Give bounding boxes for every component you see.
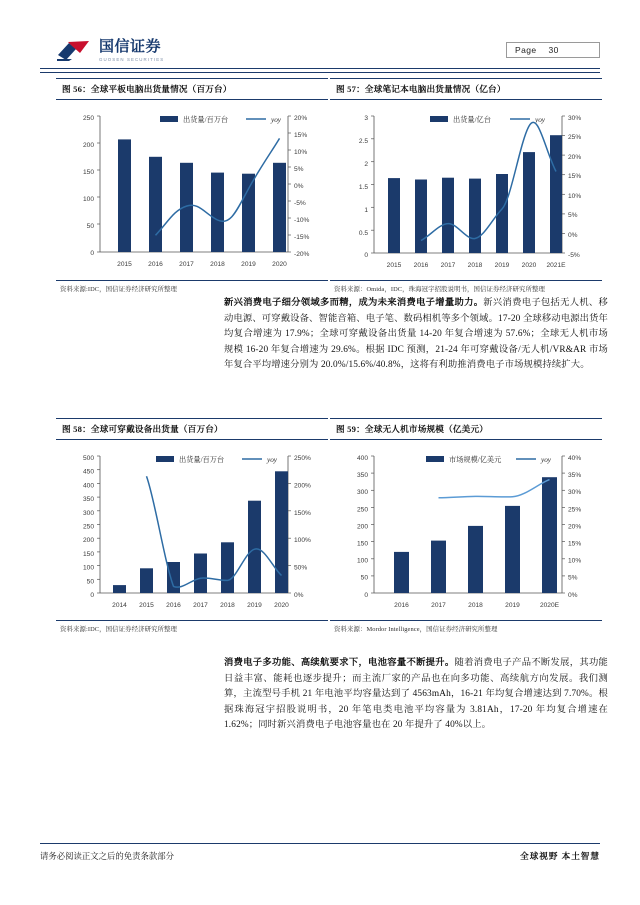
svg-text:5%: 5% <box>294 166 304 173</box>
svg-text:400: 400 <box>356 455 368 462</box>
svg-text:-5%: -5% <box>568 252 580 259</box>
svg-text:2018: 2018 <box>220 602 235 609</box>
paragraph-1-body: 新兴消费电子包括无人机、移动电源、可穿戴设备、智能音箱、电子笔、数码相机等多个领域。17-20 全球移动电源出货年均复合增速为 17.9%；全球可穿戴设备出货量 14-20 年复合增速为 57.6%；全球无人机市场规模 16-20 年复合增速为 29.6%。根据 IDC 预测，21-24 年可穿戴设备/无人机/VR&AR 市场年复合平均增速分别为 20.0%/15.6%/40.8%，这将有利助推消费电子市场规模持续扩大。 <box>224 298 608 371</box>
svg-text:2015: 2015 <box>386 262 402 269</box>
svg-text:30%: 30% <box>568 115 582 122</box>
svg-text:5%: 5% <box>568 212 578 219</box>
bar-series <box>113 471 288 593</box>
svg-text:15%: 15% <box>568 540 582 548</box>
svg-text:2: 2 <box>364 161 368 168</box>
guosen-logo-icon <box>56 38 92 62</box>
svg-text:2017: 2017 <box>440 262 456 269</box>
legend-label-bar: 出货量/亿台 <box>453 116 491 124</box>
legend-swatch-bar <box>156 456 174 462</box>
header-divider <box>40 68 600 69</box>
footer-disclaimer: 请务必阅读正文之后的免责条款部分 <box>40 852 174 861</box>
svg-text:2019: 2019 <box>505 602 520 609</box>
svg-text:100: 100 <box>356 557 368 565</box>
svg-text:2017: 2017 <box>431 602 446 609</box>
svg-text:2021E: 2021E <box>546 262 566 269</box>
svg-text:2020E: 2020E <box>539 602 560 609</box>
svg-text:400: 400 <box>82 482 94 490</box>
svg-text:1.5: 1.5 <box>358 184 368 191</box>
paragraph-battery-capacity <box>224 656 608 734</box>
svg-text:2016: 2016 <box>394 602 409 609</box>
svg-text:-5%: -5% <box>294 200 306 207</box>
svg-text:50%: 50% <box>294 564 308 572</box>
svg-text:25%: 25% <box>568 134 582 141</box>
svg-text:300: 300 <box>356 489 368 497</box>
svg-text:20%: 20% <box>568 523 582 531</box>
logo-text-cn: 国信证券 <box>99 37 162 55</box>
figure-59-chart <box>330 440 602 620</box>
figure-58-source: 资料来源:IDC，国信证券经济研究所整理 <box>60 626 178 633</box>
svg-text:25%: 25% <box>568 506 582 514</box>
svg-text:0%: 0% <box>294 592 304 599</box>
svg-text:30%: 30% <box>568 489 582 497</box>
svg-text:250%: 250% <box>294 455 311 462</box>
svg-text:2020: 2020 <box>274 602 289 609</box>
paragraph-emerging-consumer-electronics <box>224 296 608 374</box>
yoy-line-series <box>421 122 556 240</box>
svg-text:350: 350 <box>82 496 94 504</box>
bar-series <box>388 135 562 253</box>
legend-label-bar: 市场规模/亿美元 <box>449 456 502 464</box>
svg-text:250: 250 <box>356 506 368 514</box>
figure-59-source: 资料来源：Mordor Intelligence，国信证券经济研究所整理 <box>334 626 498 633</box>
svg-text:2016: 2016 <box>148 261 163 268</box>
svg-text:2020: 2020 <box>521 262 537 269</box>
svg-text:2018: 2018 <box>467 262 483 269</box>
svg-text:2019: 2019 <box>494 262 510 269</box>
figure-56-source-bar <box>56 280 328 293</box>
svg-text:20%: 20% <box>568 154 582 161</box>
svg-text:0.5: 0.5 <box>358 230 368 237</box>
paragraph-2-lead: 消费电子多功能、高续航要求下，电池容量不断提升。 <box>224 658 455 668</box>
legend-label-bar: 出货量/百万台 <box>179 456 225 464</box>
svg-text:0: 0 <box>90 592 94 599</box>
svg-text:100%: 100% <box>294 537 311 545</box>
svg-text:35%: 35% <box>568 472 582 480</box>
paragraph-2-body: 随着消费电子产品不断发展，其功能日益丰富、能耗也逐步提升；而主流厂家的产品也在向多功能、高续航方向发展。我们测算，主流型号手机 21 年电池平均容量达到了 4563mAh，16-21 年均复合增速达到 7.70%。根据珠海冠宇招股说明书，20 年笔电类电池平均容量为 3.81Ah，17-20 年均复合增速在 1.62%；同时新兴消费电子电池容量也在 20 年提升了 40%以上。 <box>224 658 608 731</box>
svg-text:20%: 20% <box>294 115 308 122</box>
svg-text:250: 250 <box>82 523 94 531</box>
svg-text:1: 1 <box>364 207 368 214</box>
header-divider-thin <box>40 72 600 73</box>
page-footer <box>40 850 600 862</box>
legend-label-line: yoy <box>535 116 545 124</box>
figure-58-chart <box>56 440 328 620</box>
svg-text:100: 100 <box>82 564 94 572</box>
figure-57-title: 图 57：全球笔记本电脑出货量情况（亿台） <box>336 84 506 94</box>
svg-text:2018: 2018 <box>210 261 225 268</box>
page-header <box>0 0 640 70</box>
svg-text:0: 0 <box>364 252 368 259</box>
legend-label-line: yoy <box>267 456 277 464</box>
svg-text:50: 50 <box>86 223 94 230</box>
svg-text:500: 500 <box>82 455 94 462</box>
legend-label-bar: 出货量/百万台 <box>183 116 229 124</box>
paragraph-1-lead: 新兴消费电子细分领域多而精，成为未来消费电子增量助力。 <box>224 298 484 308</box>
svg-text:2017: 2017 <box>179 261 194 268</box>
svg-text:0: 0 <box>364 592 368 599</box>
figure-59-title: 图 59：全球无人机市场规模（亿美元） <box>336 424 489 434</box>
figure-59-title-bar <box>330 418 602 440</box>
svg-text:2018: 2018 <box>468 602 483 609</box>
svg-text:250: 250 <box>82 115 94 122</box>
figure-58-title: 图 58：全球可穿戴设备出货量（百万台） <box>62 424 223 434</box>
footer-slogan: 全球视野 本土智慧 <box>520 851 600 861</box>
figure-59 <box>330 418 602 633</box>
legend-swatch-bar <box>426 456 444 462</box>
svg-text:10%: 10% <box>294 149 308 156</box>
svg-text:150: 150 <box>82 169 94 176</box>
figure-56-source: 资料来源:IDC，国信证券经济研究所整理 <box>60 286 178 293</box>
svg-text:2014: 2014 <box>112 602 127 609</box>
svg-text:0%: 0% <box>568 232 578 239</box>
figure-57-source: 资料来源：Omida，IDC，珠海冠宇招股说明书，国信证券经济研究所整理 <box>334 286 545 293</box>
svg-text:-10%: -10% <box>294 217 310 224</box>
svg-text:100: 100 <box>82 196 94 203</box>
svg-text:-20%: -20% <box>294 251 310 258</box>
legend-swatch-bar <box>160 116 178 122</box>
svg-text:200: 200 <box>82 537 94 545</box>
page-number: 30 <box>548 45 559 55</box>
svg-text:0%: 0% <box>568 592 578 599</box>
svg-text:-15%: -15% <box>294 234 310 241</box>
figure-56-chart <box>56 100 328 280</box>
legend-swatch-bar <box>430 116 448 122</box>
bar-series <box>118 139 286 252</box>
svg-text:150: 150 <box>82 550 94 558</box>
svg-text:50: 50 <box>86 578 94 586</box>
svg-text:200: 200 <box>82 142 94 149</box>
figure-56-title: 图 56：全球平板电脑出货量情况（百万台） <box>62 84 232 94</box>
yoy-line-series <box>439 480 550 498</box>
yoy-line-series <box>147 476 282 587</box>
figure-57-chart <box>330 100 602 280</box>
svg-text:200%: 200% <box>294 482 311 490</box>
svg-text:2.5: 2.5 <box>358 138 368 145</box>
logo-text-en: GUOSEN SECURITIES <box>99 56 165 62</box>
svg-text:10%: 10% <box>568 193 582 200</box>
page-indicator <box>506 42 600 58</box>
figure-58-source-bar <box>56 620 328 633</box>
svg-text:2020: 2020 <box>272 261 287 268</box>
svg-text:350: 350 <box>356 472 368 480</box>
svg-text:2019: 2019 <box>247 602 262 609</box>
figure-57-title-bar <box>330 78 602 100</box>
figure-58 <box>56 418 328 633</box>
svg-text:15%: 15% <box>568 173 582 180</box>
svg-text:300: 300 <box>82 509 94 517</box>
svg-text:2017: 2017 <box>193 602 208 609</box>
legend-label-line: yoy <box>271 116 281 124</box>
svg-text:5%: 5% <box>568 574 578 582</box>
svg-text:50: 50 <box>360 574 368 582</box>
svg-text:3: 3 <box>364 115 368 122</box>
svg-text:15%: 15% <box>294 132 308 139</box>
svg-text:10%: 10% <box>568 557 582 565</box>
page-label: Page <box>515 45 537 55</box>
svg-text:200: 200 <box>356 523 368 531</box>
svg-text:2019: 2019 <box>241 261 256 268</box>
figure-56 <box>56 78 328 293</box>
figure-56-title-bar <box>56 78 328 100</box>
svg-text:450: 450 <box>82 468 94 476</box>
legend-label-line: yoy <box>541 456 551 464</box>
figure-57-source-bar <box>330 280 602 293</box>
footer-divider <box>40 843 600 844</box>
bar-series <box>394 477 557 593</box>
svg-text:2015: 2015 <box>139 602 154 609</box>
svg-text:0%: 0% <box>294 183 304 190</box>
svg-text:2016: 2016 <box>166 602 181 609</box>
svg-text:40%: 40% <box>568 455 582 462</box>
svg-text:2016: 2016 <box>413 262 429 269</box>
figure-57 <box>330 78 602 293</box>
company-logo <box>56 38 164 62</box>
svg-text:0: 0 <box>90 250 94 257</box>
svg-text:2015: 2015 <box>117 261 132 268</box>
svg-text:150: 150 <box>356 540 368 548</box>
figure-59-source-bar <box>330 620 602 633</box>
svg-text:150%: 150% <box>294 509 311 517</box>
figure-58-title-bar <box>56 418 328 440</box>
